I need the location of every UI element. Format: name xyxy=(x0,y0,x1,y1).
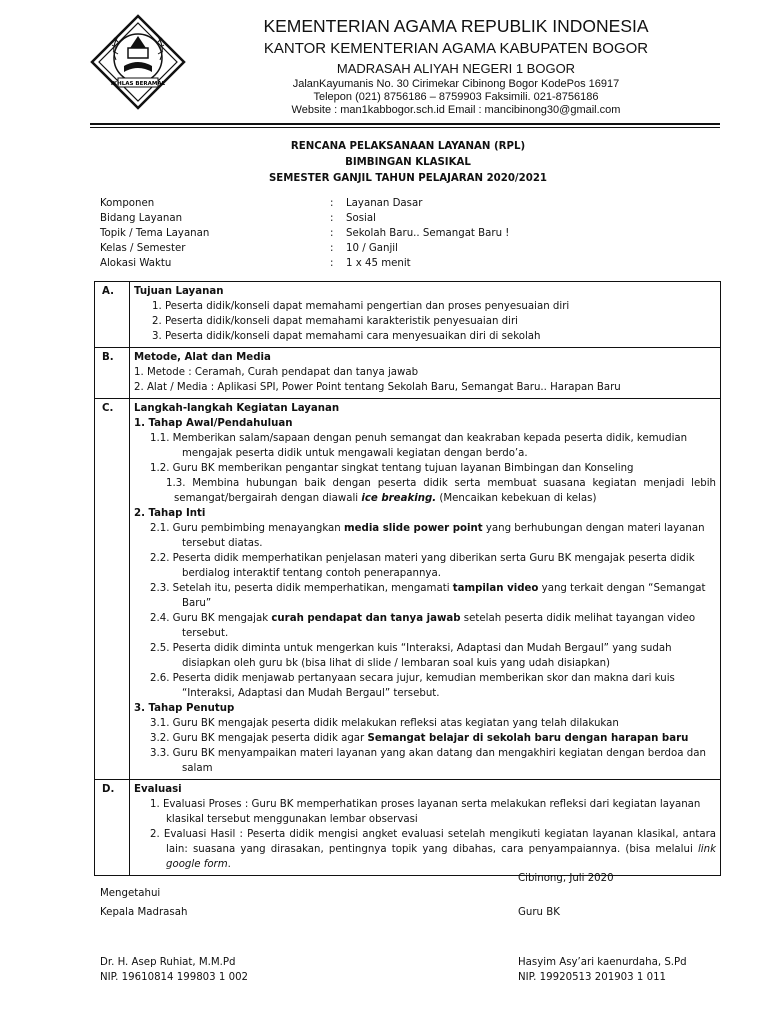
section-letter: C. xyxy=(95,399,130,780)
identity-value: 1 x 45 menit xyxy=(346,258,411,269)
list-item: 3.3. Guru BK menyampaikan materi layanan yang akan datang dan mengakhiri kegiatan dengan berdoa dan salam xyxy=(150,748,706,774)
list-item: 1.1. Memberikan salam/sapaan dengan penuh semangat dan keakraban kepada peserta didik, kemudian mengajak peserta didik untuk mengawali kegiatan dengan berdo’a. xyxy=(150,433,688,459)
identity-label: Komponen xyxy=(100,198,155,209)
counselor-name: Hasyim Asy’ari kaenurdaha, S.Pd xyxy=(518,957,687,968)
section-title: Tujuan Layanan xyxy=(134,286,224,297)
acknowledged-label: Mengetahui xyxy=(100,888,161,899)
list-item: 2.6. Peserta didik menjawab pertanyaan secara jujur, kemudian memberikan skor dan makna dari kuis “Interaksi, Adaptasi dan Mudah Bergaul” tersebut. xyxy=(150,673,675,699)
list-item: 1. Metode : Ceramah, Curah pendapat dan tanya jawab xyxy=(134,367,419,378)
counselor-nip: NIP. 19920513 201903 1 011 xyxy=(518,972,667,983)
letterhead-rule-thin xyxy=(90,127,720,128)
logo-motto: IKHLAS BERAMAL xyxy=(110,81,166,87)
section-letter: A. xyxy=(95,282,130,348)
list-item: 1. Peserta didik/konseli dapat memahami pengertian dan proses penyesuaian diri xyxy=(152,301,570,312)
list-item: 2. Alat / Media : Aplikasi SPI, Power Point tentang Sekolah Baru, Semangat Baru.. Harapan Baru xyxy=(134,382,621,393)
section-letter: B. xyxy=(95,348,130,399)
identity-label: Topik / Tema Layanan xyxy=(100,228,210,239)
list-item: 2. Evaluasi Hasil : Peserta didik mengisi angket evaluasi setelah mengikuti kegiatan layanan klasikal, antara lain: suasana yang dirasakan, pentingnya topik yang dibahas, cara penyampaiannya. (bisa melalui link google form. xyxy=(150,829,716,870)
list-item: 2.2. Peserta didik memperhatikan penjelasan materi yang diberikan serta Guru BK mengajak peserta didik berdialog interaktif tentang contoh penerapannya. xyxy=(150,553,695,579)
list-item: 1. Evaluasi Proses : Guru BK memperhatikan proses layanan serta melakukan refleksi dari kegiatan layanan klasikal tersebut menggunakan lembar observasi xyxy=(150,799,701,825)
section-title: Metode, Alat dan Media xyxy=(134,352,271,363)
headmaster-name: Dr. H. Asep Ruhiat, M.M.Pd xyxy=(100,957,236,968)
doc-subtitle: BIMBINGAN KLASIKAL xyxy=(345,157,471,168)
list-item: 3. Peserta didik/konseli dapat memahami cara menyesuaikan diri di sekolah xyxy=(152,331,541,342)
stage-heading: 2. Tahap Inti xyxy=(134,508,206,519)
doc-semester: SEMESTER GANJIL TAHUN PELAJARAN 2020/2021 xyxy=(268,173,548,184)
school-address: JalanKayumanis No. 30 Cirimekar Cibinong Bogor KodePos 16917 xyxy=(292,78,620,90)
identity-value: Layanan Dasar xyxy=(346,198,423,209)
kemenag-emblem-icon xyxy=(90,14,186,110)
list-item: 3.2. Guru BK mengajak peserta didik agar Semangat belajar di sekolah baru dengan harapan baru xyxy=(150,733,689,744)
identity-label: Alokasi Waktu xyxy=(100,258,172,269)
identity-value: 10 / Ganjil xyxy=(346,243,398,254)
counselor-title: Guru BK xyxy=(518,907,560,918)
school-phone: Telepon (021) 8756186 – 8759903 Faksimili. 021-8756186 xyxy=(313,91,599,103)
school-name: MADRASAH ALIYAH NEGERI 1 BOGOR xyxy=(336,61,576,76)
section-b-row xyxy=(95,348,721,399)
headmaster-nip: NIP. 19610814 199803 1 002 xyxy=(100,972,249,983)
list-item: 3.1. Guru BK mengajak peserta didik melakukan refleksi atas kegiatan yang telah dilakukan xyxy=(150,718,619,729)
list-item: 2. Peserta didik/konseli dapat memahami karakteristik penyesuaian diri xyxy=(152,316,518,327)
list-item: 2.3. Setelah itu, peserta didik memperhatikan, mengamati tampilan video yang terkait dengan “Semangat Baru” xyxy=(150,583,706,609)
identity-value: Sosial xyxy=(346,213,376,224)
school-website: Website : man1kabbogor.sch.id Email : mancibinong30@gmail.com xyxy=(291,104,621,116)
service-plan-table xyxy=(94,281,721,876)
identity-value: Sekolah Baru.. Semangat Baru ! xyxy=(346,228,510,239)
section-d-row xyxy=(95,780,721,876)
identity-label: Kelas / Semester xyxy=(100,243,186,254)
letterhead-rule xyxy=(90,123,720,125)
list-item: 1.3. Membina hubungan baik dengan peserta didik serta membuat suasana kegiatan menjadi lebih semangat/bergairah dengan diawali ice breaking. (Mencaikan kebekuan di kelas) xyxy=(166,478,716,504)
doc-title: RENCANA PELAKSANAAN LAYANAN (RPL) xyxy=(290,141,526,152)
list-item: 2.4. Guru BK mengajak curah pendapat dan tanya jawab setelah peserta didik melihat tayangan video tersebut. xyxy=(150,613,696,639)
office-name: KANTOR KEMENTERIAN AGAMA KABUPATEN BOGOR xyxy=(263,40,649,57)
headmaster-title: Kepala Madrasah xyxy=(100,907,188,918)
section-letter: D. xyxy=(95,780,130,876)
stage-heading: 3. Tahap Penutup xyxy=(134,703,235,714)
section-c-row xyxy=(95,399,721,780)
section-title: Evaluasi xyxy=(134,784,182,795)
stage-heading: 1. Tahap Awal/Pendahuluan xyxy=(134,418,293,429)
identity-label: Bidang Layanan xyxy=(100,213,183,224)
list-item: 2.5. Peserta didik diminta untuk mengerkan kuis “Interaksi, Adaptasi dan Mudah Bergaul” yang sudah disiapkan oleh guru bk (bisa lihat di slide / lembaran soal kuis yang udah disiapkan) xyxy=(150,643,672,669)
place-date: Cibinong, Juli 2020 xyxy=(518,873,614,884)
section-title: Langkah-langkah Kegiatan Layanan xyxy=(134,403,340,414)
ministry-name: KEMENTERIAN AGAMA REPUBLIK INDONESIA xyxy=(263,16,649,36)
list-item: 2.1. Guru pembimbing menayangkan media slide power point yang berhubungan dengan materi layanan tersebut diatas. xyxy=(150,523,705,549)
list-item: 1.2. Guru BK memberikan pengantar singkat tentang tujuan layanan Bimbingan dan Konseling xyxy=(150,463,634,474)
section-a-row xyxy=(95,282,721,348)
